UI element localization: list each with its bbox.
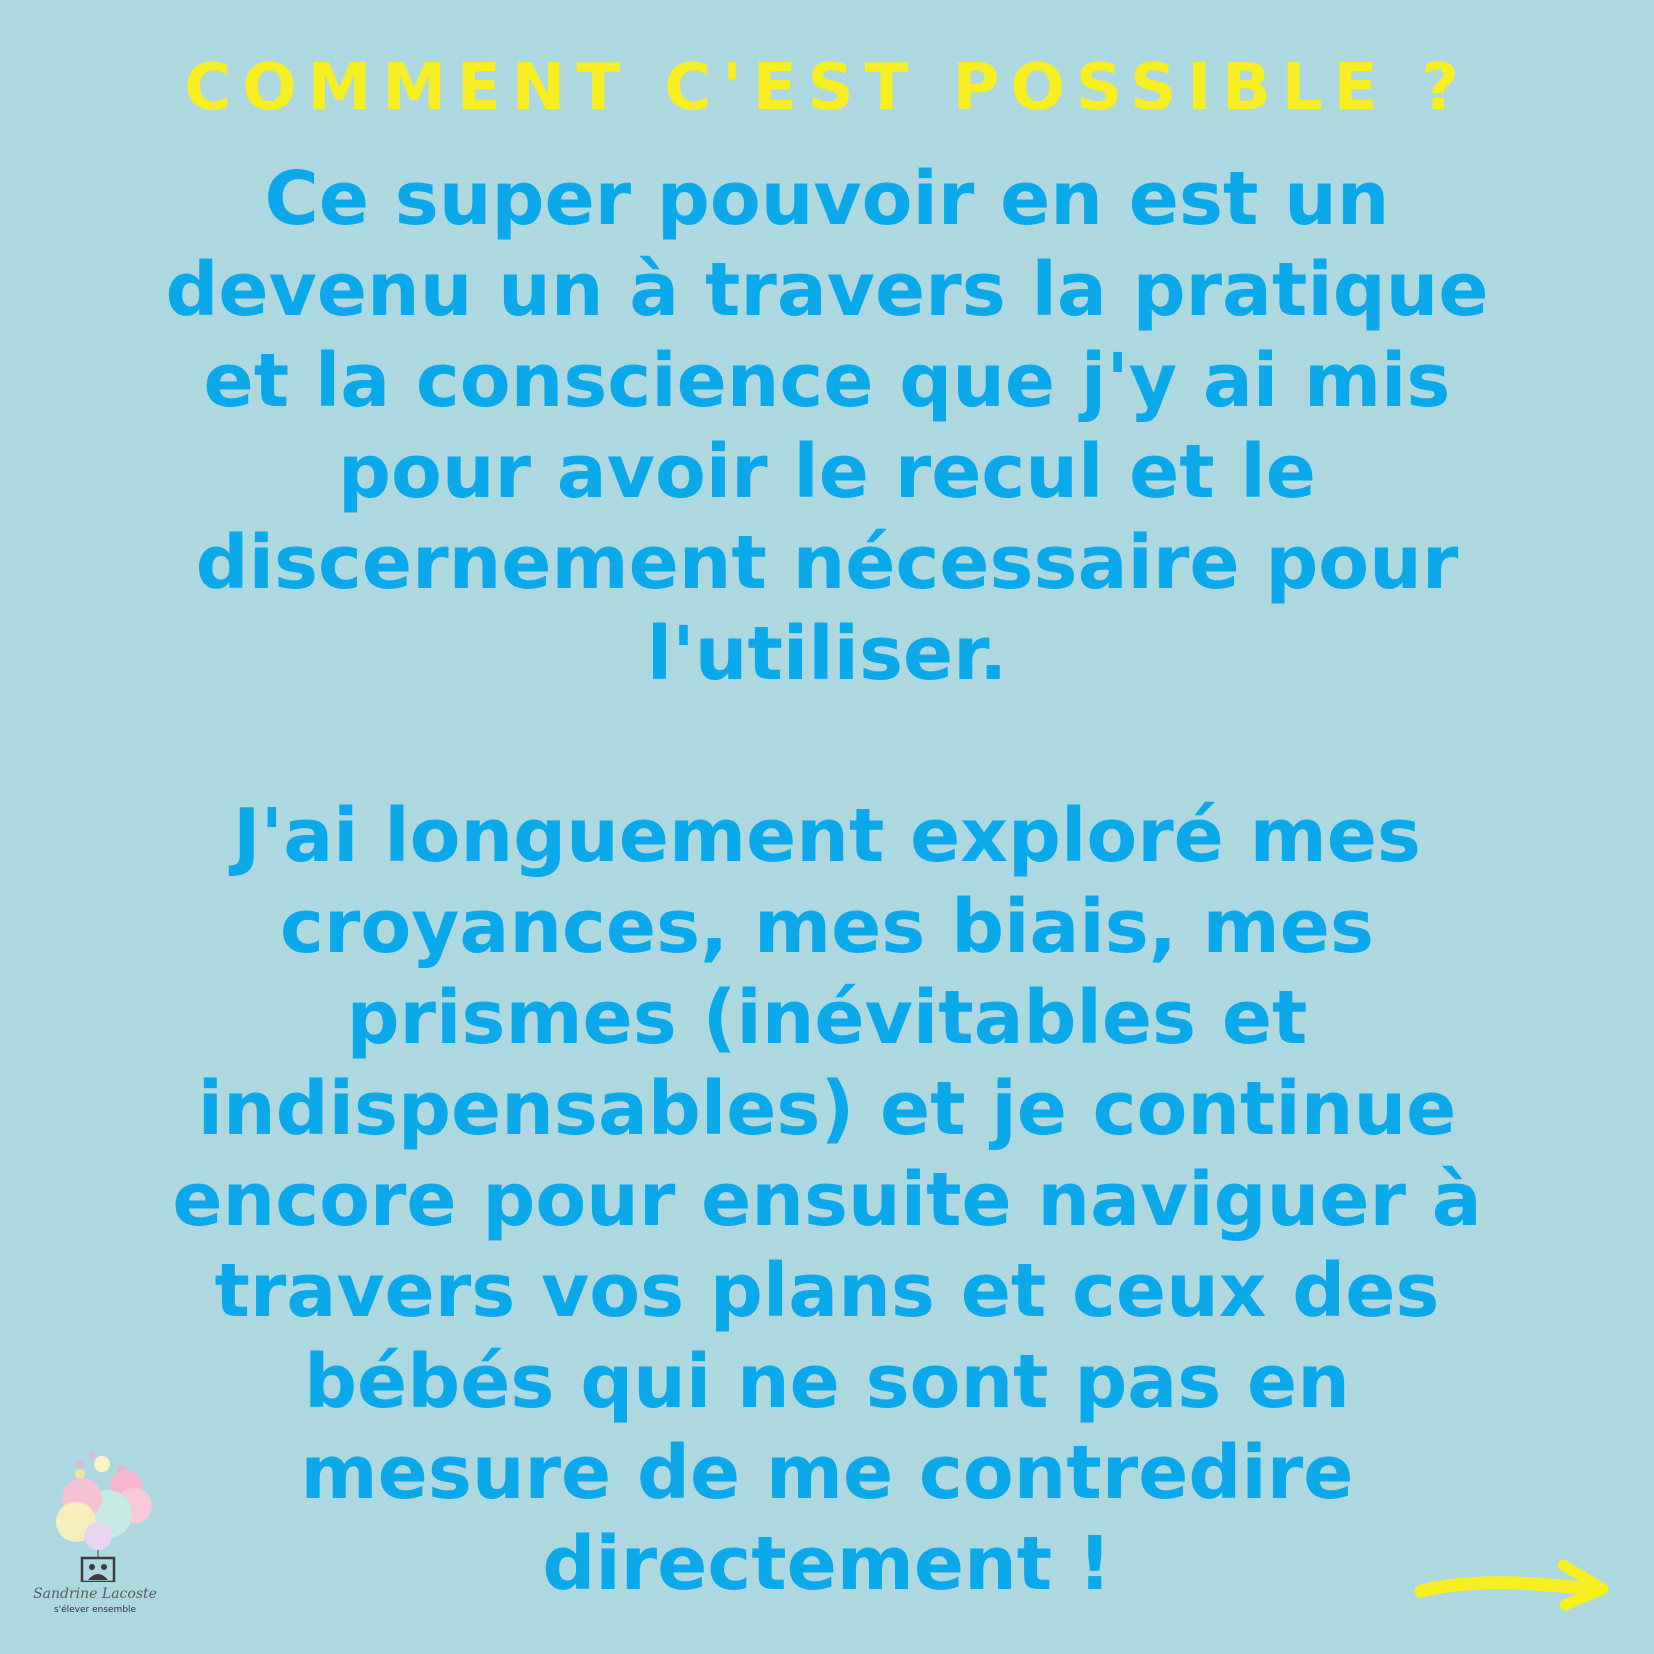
paragraph-1-line: devenu un à travers la pratique xyxy=(165,247,1489,333)
paragraph-2-line: travers vos plans et ceux des xyxy=(214,1248,1440,1334)
paragraph-1-line: et la conscience que j'y ai mis xyxy=(203,338,1451,424)
paragraph-2-line: directement ! xyxy=(542,1521,1112,1607)
paragraph-1 xyxy=(90,154,1564,700)
paragraph-2-line: mesure de me contredire xyxy=(300,1430,1354,1516)
brand-logo xyxy=(30,1450,170,1630)
paragraph-2-line: encore pour ensuite naviguer à xyxy=(172,1157,1482,1243)
brand-name: Sandrine Lacoste xyxy=(33,1586,157,1602)
paragraph-2-line: prismes (inévitables et xyxy=(346,975,1308,1061)
brand-tagline: s'élever ensemble xyxy=(53,1605,137,1615)
paragraph-2-line: croyances, mes biais, mes xyxy=(279,884,1375,970)
paragraph-1-line: discernement nécessaire pour xyxy=(195,520,1459,606)
balloon-logo-icon xyxy=(30,1450,170,1582)
paragraph-1-line: pour avoir le recul et le xyxy=(338,429,1316,515)
paragraph-1-line: l'utiliser. xyxy=(646,611,1008,697)
paragraph-2-line: indispensables) et je continue xyxy=(197,1066,1457,1152)
paragraph-2-line: bébés qui ne sont pas en xyxy=(304,1339,1350,1425)
arrow-right-icon[interactable] xyxy=(1415,1555,1610,1615)
paragraph-1-line: Ce super pouvoir en est un xyxy=(264,156,1390,242)
page-title: COMMENT C'EST POSSIBLE ? xyxy=(184,51,1470,125)
paragraph-2-line: J'ai longuement exploré mes xyxy=(233,793,1421,879)
paragraph-2 xyxy=(90,791,1564,1610)
